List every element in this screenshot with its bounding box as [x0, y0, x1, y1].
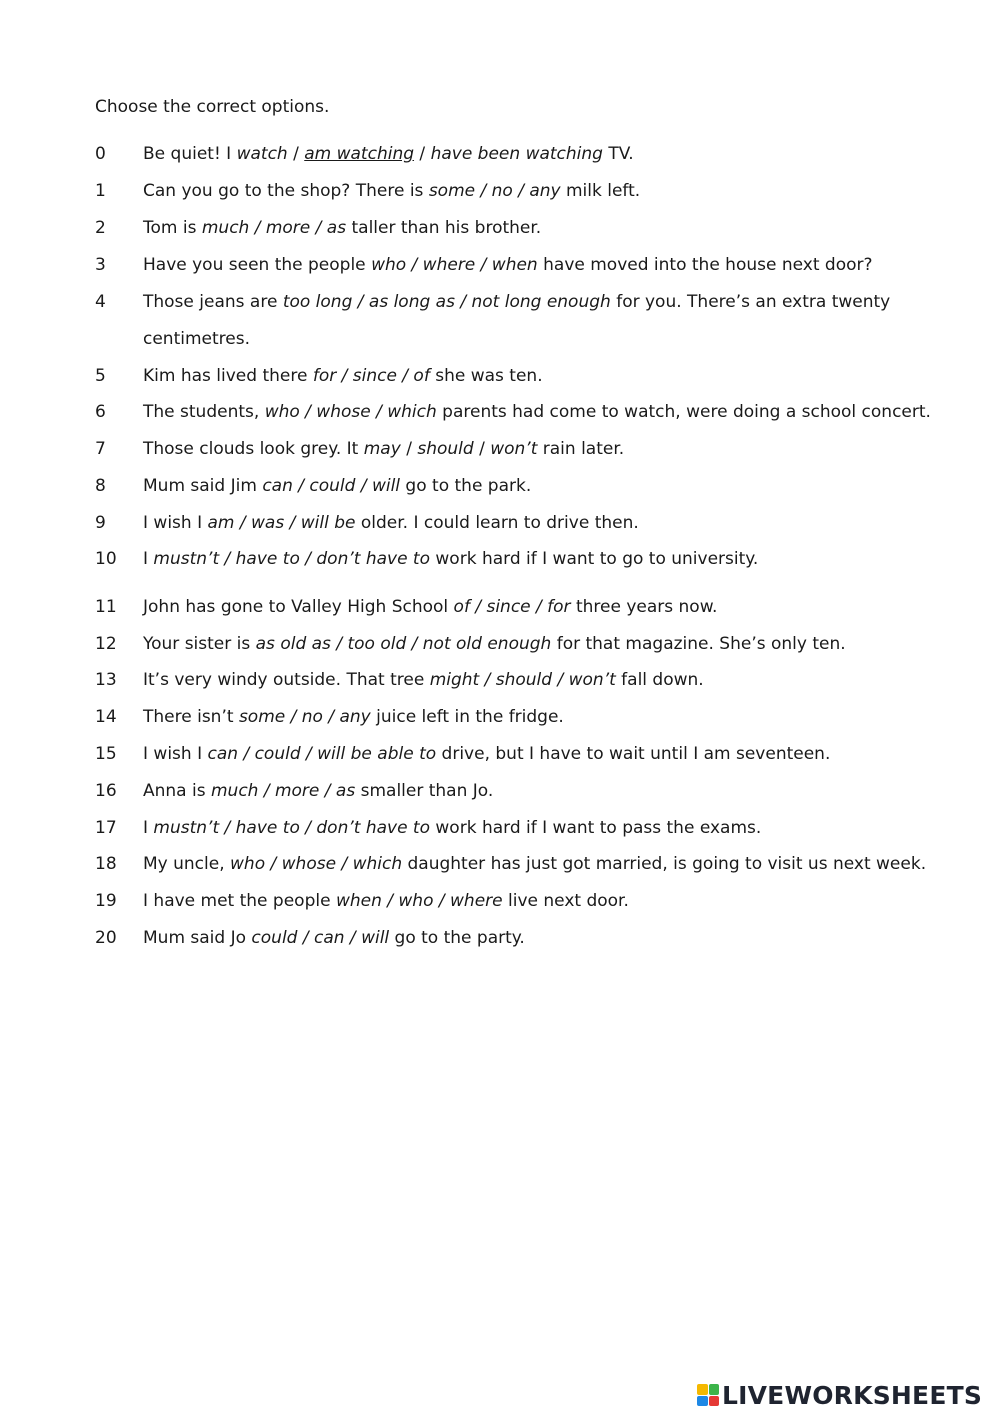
- question-text: [143, 853, 926, 875]
- question-number: 8: [95, 476, 106, 496]
- question-number: 7: [95, 439, 106, 459]
- answer-options[interactable]: who / where / when: [371, 255, 538, 275]
- sentence-fragment: smaller than Jo.: [355, 781, 494, 801]
- answer-options[interactable]: may: [363, 439, 401, 459]
- logo-square-2: [709, 1384, 720, 1395]
- question-text: [143, 291, 890, 313]
- sentence-fragment: Your sister is: [143, 634, 256, 654]
- sentence-fragment: fall down.: [615, 670, 704, 690]
- question-text: [143, 817, 761, 839]
- sentence-fragment: daughter has just got married, is going to visit us next week.: [402, 854, 927, 874]
- question-number: 18: [95, 854, 117, 874]
- sentence-fragment: drive, but I have to wait until I am seventeen.: [436, 744, 831, 764]
- answer-options[interactable]: have been watching: [430, 144, 603, 164]
- logo-icon: [697, 1384, 719, 1406]
- question-number: 5: [95, 366, 106, 386]
- sentence-fragment: I: [143, 549, 154, 569]
- sentence-fragment: Can you go to the shop? There is: [143, 181, 429, 201]
- sentence-fragment: have moved into the house next door?: [537, 255, 873, 275]
- answer-options[interactable]: of / since / for: [453, 597, 571, 617]
- question-number: 17: [95, 818, 117, 838]
- answer-options[interactable]: can / could / will be able to: [207, 744, 437, 764]
- answer-options[interactable]: some / no / any: [238, 707, 371, 727]
- question-number: 16: [95, 781, 117, 801]
- question-number: 15: [95, 744, 117, 764]
- sentence-fragment: Tom is: [143, 218, 202, 238]
- sentence-fragment: milk left.: [560, 181, 641, 201]
- question-number: 20: [95, 928, 117, 948]
- instructions: Choose the correct options.: [95, 97, 330, 117]
- answer-options[interactable]: much / more / as: [210, 781, 356, 801]
- question-number: 3: [95, 255, 106, 275]
- sentence-fragment: taller than his brother.: [346, 218, 542, 238]
- answer-options[interactable]: watch: [236, 144, 288, 164]
- answer-options[interactable]: some / no / any: [428, 181, 561, 201]
- answer-options[interactable]: might / should / won’t: [429, 670, 616, 690]
- sentence-fragment: Anna is: [143, 781, 211, 801]
- question-number: 12: [95, 634, 117, 654]
- question-number: 13: [95, 670, 117, 690]
- sentence-fragment: Kim has lived there: [143, 366, 313, 386]
- answer-options[interactable]: much / more / as: [201, 218, 347, 238]
- sentence-fragment: for you. There’s an extra twenty: [610, 292, 891, 312]
- sentence-fragment: The students,: [143, 402, 265, 422]
- answer-options[interactable]: as old as / too old / not old enough: [255, 634, 552, 654]
- sentence-fragment: Have you seen the people: [143, 255, 372, 275]
- sentence-fragment: /: [473, 439, 491, 459]
- selected-answer-option[interactable]: am watching: [304, 144, 415, 164]
- answer-options[interactable]: should: [417, 439, 474, 459]
- question-text: [143, 180, 640, 202]
- logo-square-1: [697, 1384, 708, 1395]
- answer-options[interactable]: mustn’t / have to / don’t have to: [153, 549, 430, 569]
- question-number: 1: [95, 181, 106, 201]
- question-text: [143, 633, 846, 655]
- sentence-fragment: /: [287, 144, 305, 164]
- sentence-fragment: she was ten.: [429, 366, 543, 386]
- logo-text: LIVEWORKSHEETS: [722, 1380, 983, 1410]
- sentence-fragment: /: [414, 144, 431, 164]
- question-text-continuation: centimetres.: [143, 329, 250, 349]
- question-number: 14: [95, 707, 117, 727]
- question-number: 11: [95, 597, 117, 617]
- question-text: [143, 438, 624, 460]
- question-number: 4: [95, 292, 106, 312]
- logo-square-4: [709, 1396, 720, 1407]
- sentence-fragment: three years now.: [570, 597, 718, 617]
- question-number: 2: [95, 218, 106, 238]
- sentence-fragment: work hard if I want to pass the exams.: [430, 818, 762, 838]
- question-text: [143, 254, 873, 276]
- question-text: [143, 669, 704, 691]
- answer-options[interactable]: who / whose / which: [230, 854, 403, 874]
- question-text: [143, 706, 564, 728]
- sentence-fragment: go to the park.: [400, 476, 532, 496]
- answer-options[interactable]: too long / as long as / not long enough: [282, 292, 611, 312]
- answer-options[interactable]: for / since / of: [312, 366, 430, 386]
- sentence-fragment: There isn’t: [143, 707, 239, 727]
- question-number: 10: [95, 549, 117, 569]
- sentence-fragment: for that magazine. She’s only ten.: [551, 634, 846, 654]
- question-text: [143, 743, 830, 765]
- question-text: [143, 890, 629, 912]
- sentence-fragment: go to the party.: [389, 928, 525, 948]
- sentence-fragment: I wish I: [143, 744, 208, 764]
- question-text: [143, 596, 717, 618]
- sentence-fragment: I: [143, 818, 154, 838]
- sentence-fragment: TV.: [602, 144, 634, 164]
- sentence-fragment: work hard if I want to go to university.: [430, 549, 759, 569]
- answer-options[interactable]: who / whose / which: [264, 402, 437, 422]
- sentence-fragment: Those jeans are: [143, 292, 283, 312]
- question-text: [143, 548, 758, 570]
- liveworksheets-logo: [697, 1380, 982, 1410]
- sentence-fragment: John has gone to Valley High School: [143, 597, 454, 617]
- sentence-fragment: live next door.: [502, 891, 629, 911]
- answer-options[interactable]: when / who / where: [335, 891, 503, 911]
- sentence-fragment: I wish I: [143, 513, 208, 533]
- sentence-fragment: Mum said Jim: [143, 476, 263, 496]
- question-text: [143, 780, 493, 802]
- question-text: [143, 927, 525, 949]
- question-text: [143, 401, 931, 423]
- sentence-fragment: Those clouds look grey. It: [143, 439, 364, 459]
- question-text: [143, 143, 634, 165]
- sentence-fragment: Be quiet! I: [143, 144, 237, 164]
- answer-options[interactable]: can / could / will: [262, 476, 401, 496]
- answer-options[interactable]: mustn’t / have to / don’t have to: [153, 818, 430, 838]
- sentence-fragment: older. I could learn to drive then.: [355, 513, 639, 533]
- question-text: [143, 217, 541, 239]
- question-number: 6: [95, 402, 106, 422]
- question-text: [143, 512, 639, 534]
- sentence-fragment: I have met the people: [143, 891, 336, 911]
- sentence-fragment: Mum said Jo: [143, 928, 252, 948]
- answer-options[interactable]: could / can / will: [251, 928, 390, 948]
- sentence-fragment: My uncle,: [143, 854, 231, 874]
- sentence-fragment: It’s very windy outside. That tree: [143, 670, 430, 690]
- sentence-fragment: rain later.: [537, 439, 625, 459]
- sentence-fragment: /: [400, 439, 418, 459]
- question-number: 19: [95, 891, 117, 911]
- question-number: 9: [95, 513, 106, 533]
- question-text: [143, 475, 531, 497]
- question-number: 0: [95, 144, 106, 164]
- logo-square-3: [697, 1396, 708, 1407]
- sentence-fragment: parents had come to watch, were doing a school concert.: [436, 402, 931, 422]
- sentence-fragment: juice left in the fridge.: [370, 707, 564, 727]
- answer-options[interactable]: am / was / will be: [207, 513, 356, 533]
- question-text: [143, 365, 543, 387]
- answer-options[interactable]: won’t: [490, 439, 538, 459]
